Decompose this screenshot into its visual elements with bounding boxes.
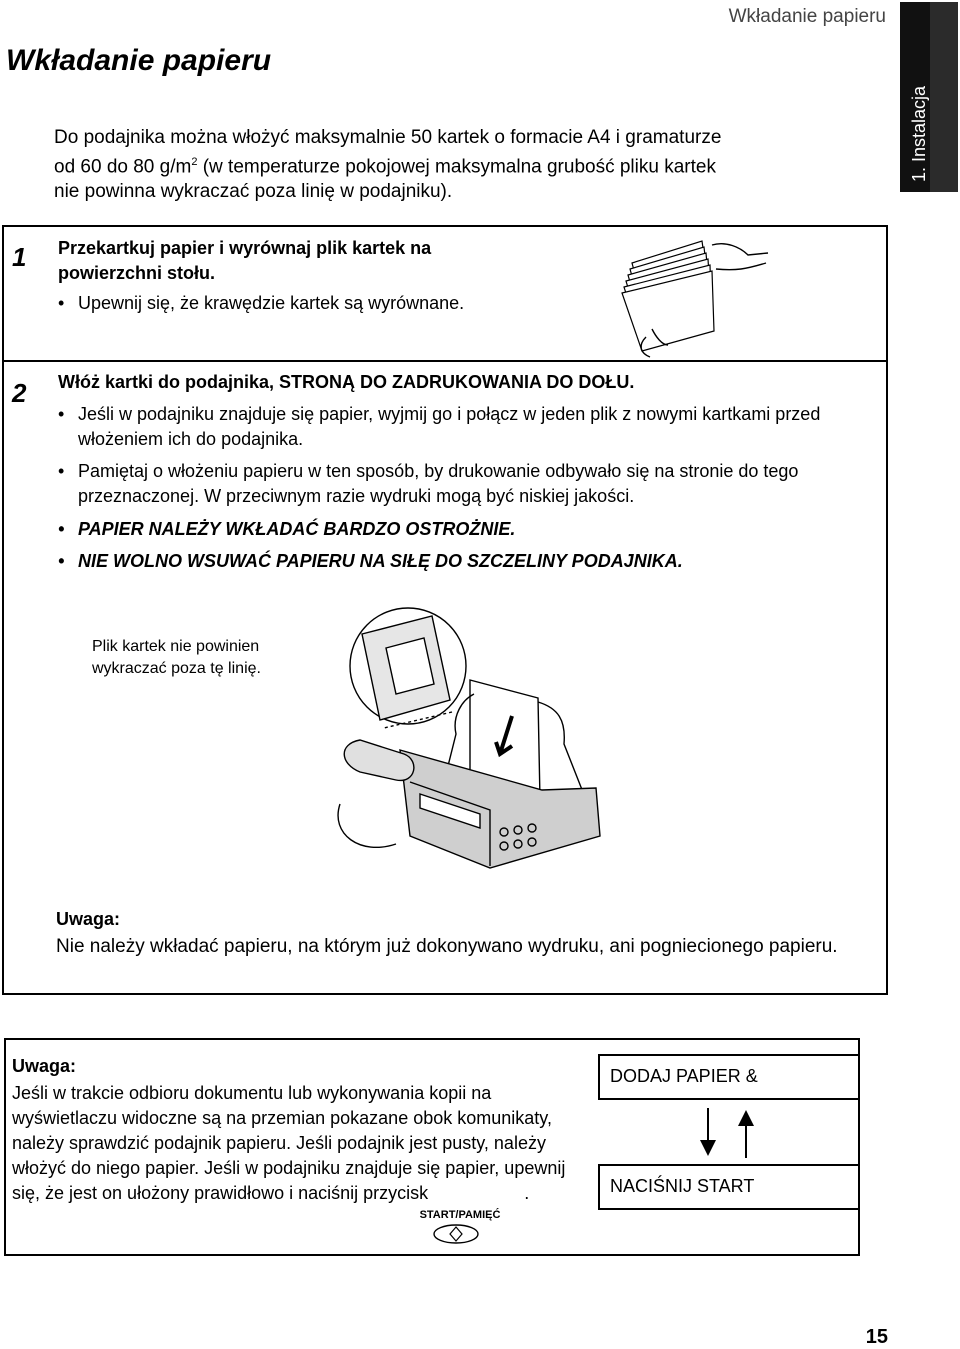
bullet-text: NIE WOLNO WSUWAĆ PAPIERU NA SIŁĘ DO SZCZELINY PODAJNIKA. [78, 551, 683, 571]
step-divider [2, 360, 888, 362]
display-message-2: NACIŚNIJ START [598, 1164, 860, 1210]
note-text [12, 1081, 572, 1206]
arrow-down-icon [700, 1108, 716, 1156]
step-1-bullet-text: Upewnij się, że krawędzie kartek są wyrównane. [78, 293, 465, 313]
step-2-number: 2 [12, 378, 27, 408]
start-key-label: START/PAMIĘĆ [419, 1209, 501, 1221]
step-2-bullet [58, 517, 858, 542]
step-1-number: 1 [12, 242, 27, 272]
intro-line-2a: od 60 do 80 g/m [54, 156, 192, 178]
bullet-icon: • [58, 551, 65, 571]
step-2-bullet [58, 549, 858, 574]
alternating-arrows [694, 1106, 760, 1160]
fax-machine-illustration [300, 604, 630, 890]
note-text: Nie należy wkładać papieru, na którym już dokonywano wydruku, ani pogniecionego papieru. [56, 936, 838, 957]
section-tab [900, 2, 958, 192]
display-message-1: DODAJ PAPIER & [598, 1054, 860, 1100]
figure-caption: Plik kartek nie powinien wykraczać poza tę linię. [92, 638, 261, 677]
step-2-bullet [58, 459, 858, 509]
step-1-heading: Przekartkuj papier i wyrównaj plik kartek na powierzchni stołu. [58, 238, 432, 283]
note-title: Uwaga: [56, 909, 121, 929]
bullet-text: PAPIER NALEŻY WKŁADAĆ BARDZO OSTROŻNIE. [78, 519, 516, 539]
bullet-icon: • [58, 519, 65, 539]
page-number: 15 [865, 1326, 888, 1348]
bullet-text: Jeśli w podajniku znajduje się papier, wyjmij go i połącz w jeden plik z nowymi kartkami przed włożeniem ich do podajnika. [78, 404, 821, 449]
arrow-up-icon [738, 1110, 754, 1158]
bullet-icon: • [58, 461, 65, 481]
note-text-end: . [524, 1183, 530, 1203]
intro-line-3: nie powinna wykraczać poza linię w podajniku). [54, 181, 453, 203]
bullet-icon: • [58, 404, 65, 424]
running-header: Wkładanie papieru [728, 6, 886, 27]
start-key-icon [414, 1206, 506, 1246]
intro-line-2b: (w temperaturze pokojowej maksymalna grubość pliku kartek [197, 156, 716, 178]
step-2-heading: Włóż kartki do podajnika, STRONĄ DO ZADRUKOWANIA DO DOŁU. [58, 372, 635, 392]
bullet-icon: • [58, 293, 65, 313]
note-title: Uwaga: [12, 1056, 77, 1076]
section-tab-label: 1. Instalacja [909, 85, 929, 182]
fanned-paper-illustration [616, 233, 772, 359]
bullet-text: Pamiętaj o włożeniu papieru w ten sposób, by drukowanie odbywało się na stronie do tego przeznaczonej. W przeciwnym razie wydruki mogą być niskiej jakości. [78, 461, 799, 506]
intro-paragraph [54, 125, 874, 204]
page-title: Wkładanie papieru [6, 44, 272, 77]
note-text-body: Jeśli w trakcie odbioru dokumentu lub wykonywania kopii na wyświetlaczu widoczne są na przemian pokazane obok komunikaty, należy sprawdzić podajnik papieru. Jeśli podajnik jest pusty, należy włożyć do niego papier. Jeśli w podajniku znajduje się papier, upewnij się, że jest on ułożony prawidłowo i naciśnij przycisk [12, 1083, 566, 1203]
intro-line-1: Do podajnika można włożyć maksymalnie 50 kartek o formacie A4 i gramaturze [54, 127, 722, 148]
step-2-bullet [58, 402, 858, 452]
superscript: 2 [191, 156, 198, 168]
